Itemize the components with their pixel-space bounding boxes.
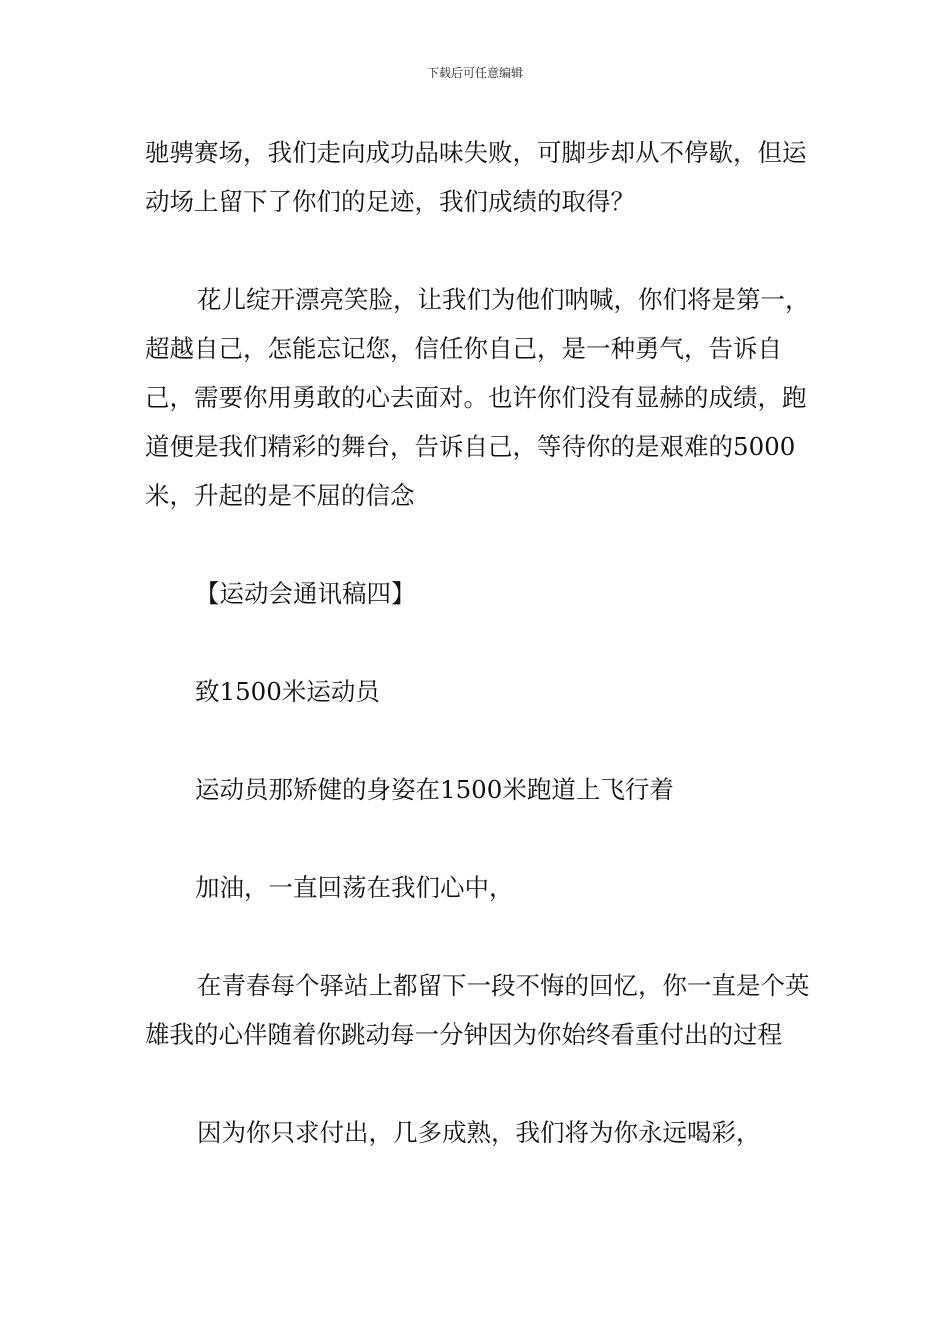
paragraph-continuation: 驰骋赛场，我们走向成功品味失败，可脚步却从不停歇，但运动场上留下了你们的足迹，我们成绩的取得？ [145,138,807,216]
document-body [145,128,810,1157]
paragraph-flowers: 花儿绽开漂亮笑脸，让我们为他们呐喊，你们将是第一，超越自己，怎能忘记您，信任你自己，是一种勇气，告诉自己，需要你用勇敢的心去面对。也许你们没有显赫的成绩，跑道便是我们精彩的舞台，告诉自己，等待你的是艰难的5000米，升起的是不屈的信念 [145,285,810,510]
paragraph-applause: 因为你只求付出，几多成熟，我们将为你永远喝彩， [197,1118,761,1147]
page-header: 下载后可任意编辑 [426,66,523,80]
section-heading: 【运动会通讯稿四】 [195,579,416,608]
dedication-line: 致1500米运动员 [195,677,380,706]
paragraph-youth: 在青春每个驿站上都留下一段不悔的回忆，你一直是个英雄我的心伴随着你跳动每一分钟因为你始终看重付出的过程 [145,971,810,1049]
paragraph-cheer: 加油，一直回荡在我们心中， [195,873,514,902]
paragraph-athlete: 运动员那矫健的身姿在1500米跑道上飞行着 [195,775,674,804]
